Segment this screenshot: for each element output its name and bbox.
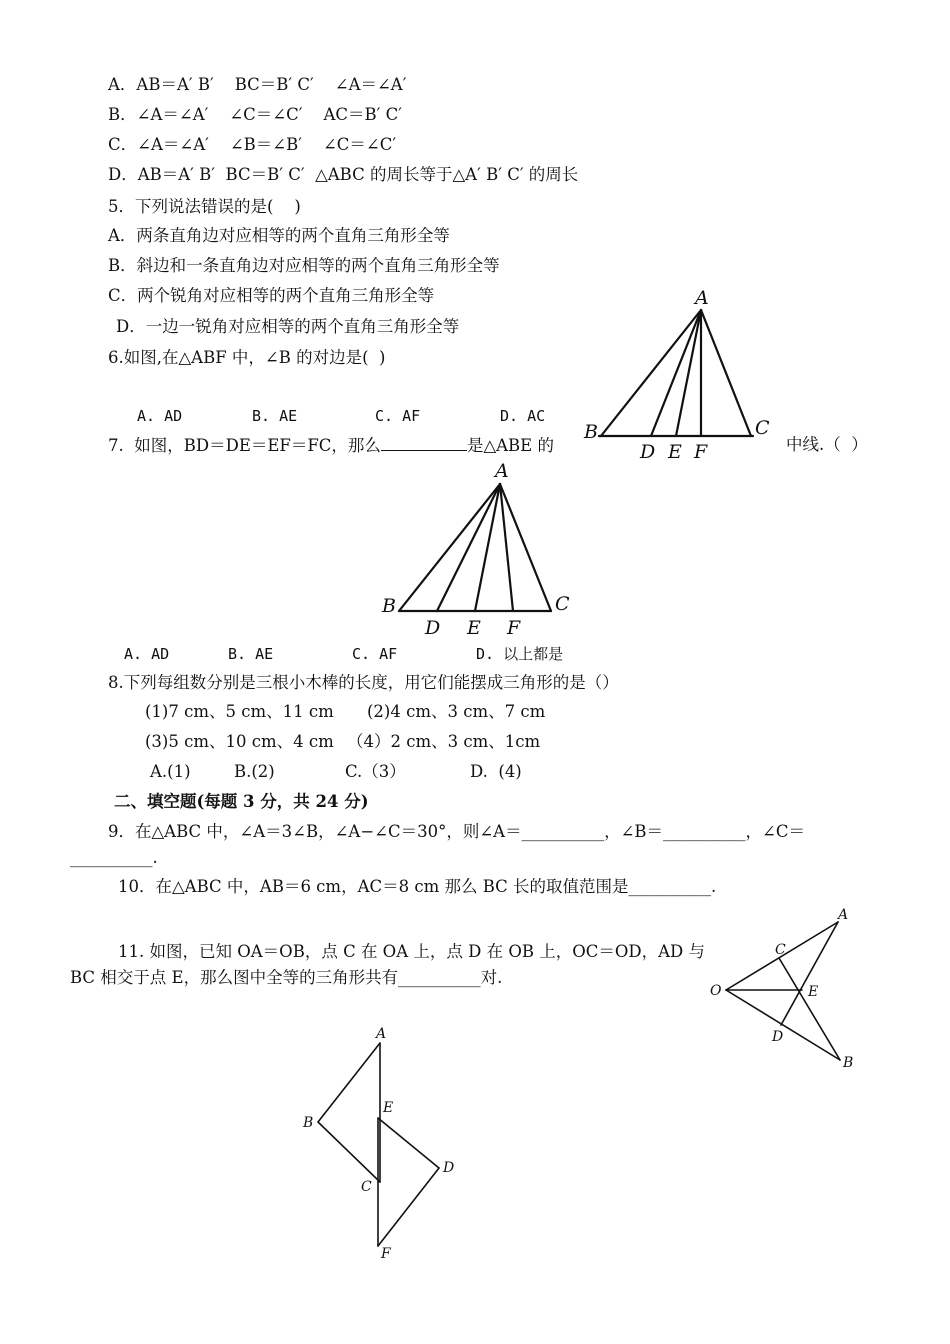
q8-item-1: (1)7 cm、5 cm、11 cm (145, 702, 334, 721)
label-d: D (772, 1029, 784, 1045)
q5-option-a: A．两条直角边对应相等的两个直角三角形全等 (108, 226, 450, 245)
q7-option-b: B. AE (228, 645, 274, 663)
label-c: C (775, 942, 786, 958)
q6-option-b: B. AE (252, 407, 298, 425)
q4-option-a: A．AB＝A′ B′ BC＝B′ C′ ∠A＝∠A′ (108, 75, 407, 94)
label-e: E (467, 617, 481, 639)
label-a: A (376, 1026, 387, 1042)
q10-text: 10．在△ABC 中，AB＝6 cm，AC＝8 cm 那么 BC 长的取值范围是__________. (118, 877, 717, 896)
section-title-fill-in: 二、填空题(每题 3 分，共 24 分) (114, 792, 369, 811)
q4-option-c: C．∠A＝∠A′ ∠B＝∠B′ ∠C＝∠C′ (108, 135, 397, 154)
q7-stem-pre: 7. 如图，BD＝DE＝EF＝FC，那么 (108, 436, 381, 455)
zigzag-figure (296, 1020, 476, 1265)
label-o: O (710, 983, 722, 999)
q11-line-2: BC 相交于点 E，那么图中全等的三角形共有__________对. (70, 968, 503, 987)
q8-option-b: B.(2) (234, 762, 275, 781)
q7-stem-end: 中线.（ ） (786, 435, 868, 454)
q7-stem (108, 434, 554, 457)
q5-option-c: C．两个锐角对应相等的两个直角三角形全等 (108, 286, 435, 305)
label-e: E (668, 441, 682, 463)
q7-option-d: D. 以上都是 (476, 645, 564, 663)
label-d: D (640, 441, 656, 463)
label-b: B (584, 421, 598, 443)
label-c: C (361, 1179, 372, 1195)
label-f: F (507, 617, 521, 639)
label-e: E (808, 984, 819, 1000)
q5-stem: 5．下列说法错误的是( ) (108, 197, 301, 216)
label-a: A (838, 907, 849, 923)
label-a: A (495, 460, 509, 482)
triangle-figure-top (580, 286, 780, 466)
q8-option-c: C.（3） (345, 762, 406, 781)
oab-figure (706, 902, 866, 1077)
q8-item-2: (2)4 cm、3 cm、7 cm (367, 702, 546, 721)
q11-line-1: 11. 如图，已知 OA＝OB，点 C 在 OA 上，点 D 在 OB 上，OC＝OD，AD 与 (118, 942, 706, 961)
q7-option-a: A. AD (124, 645, 170, 663)
q4-option-d: D．AB＝A′ B′ BC＝B′ C′ △ABC 的周长等于△A′ B′ C′ 的周长 (108, 165, 579, 184)
label-f: F (694, 441, 708, 463)
q6-option-a: A. AD (137, 407, 183, 425)
q8-item-3: (3)5 cm、10 cm、4 cm (145, 732, 334, 751)
q6-stem: 6.如图,在△ABF 中，∠B 的对边是( ) (108, 348, 386, 367)
q8-option-d: D. (4) (470, 762, 522, 781)
q8-option-a: A.(1) (150, 762, 191, 781)
q9-line-1: 9．在△ABC 中，∠A＝3∠B，∠A−∠C＝30°，则∠A＝__________，∠B＝__________，∠C＝ (108, 822, 805, 841)
label-c: C (755, 417, 770, 439)
q7-option-c: C. AF (352, 645, 398, 663)
q5-option-b: B．斜边和一条直角边对应相等的两个直角三角形全等 (108, 256, 500, 275)
label-d: D (443, 1160, 455, 1176)
q8-stem: 8.下列每组数分别是三根小木棒的长度，用它们能摆成三角形的是（） (108, 673, 619, 692)
label-b: B (382, 595, 396, 617)
label-b: B (843, 1055, 854, 1071)
triangle-figure-middle (378, 458, 588, 643)
q4-option-b: B．∠A＝∠A′ ∠C＝∠C′ AC＝B′ C′ (108, 105, 402, 124)
q7-blank (381, 434, 467, 451)
q8-item-4: （4）2 cm、3 cm、1cm (347, 732, 541, 751)
q7-stem-post: 是△ABE 的 (466, 436, 554, 455)
q6-option-c: C. AF (375, 407, 421, 425)
q5-option-d: D．一边一锐角对应相等的两个直角三角形全等 (116, 317, 460, 336)
label-a: A (695, 287, 709, 309)
label-e: E (383, 1100, 394, 1116)
label-c: C (555, 593, 570, 615)
label-d: D (425, 617, 441, 639)
q6-option-d: D. AC (500, 407, 546, 425)
label-b: B (303, 1115, 314, 1131)
q9-line-2: __________. (70, 848, 158, 867)
label-f: F (381, 1246, 391, 1262)
